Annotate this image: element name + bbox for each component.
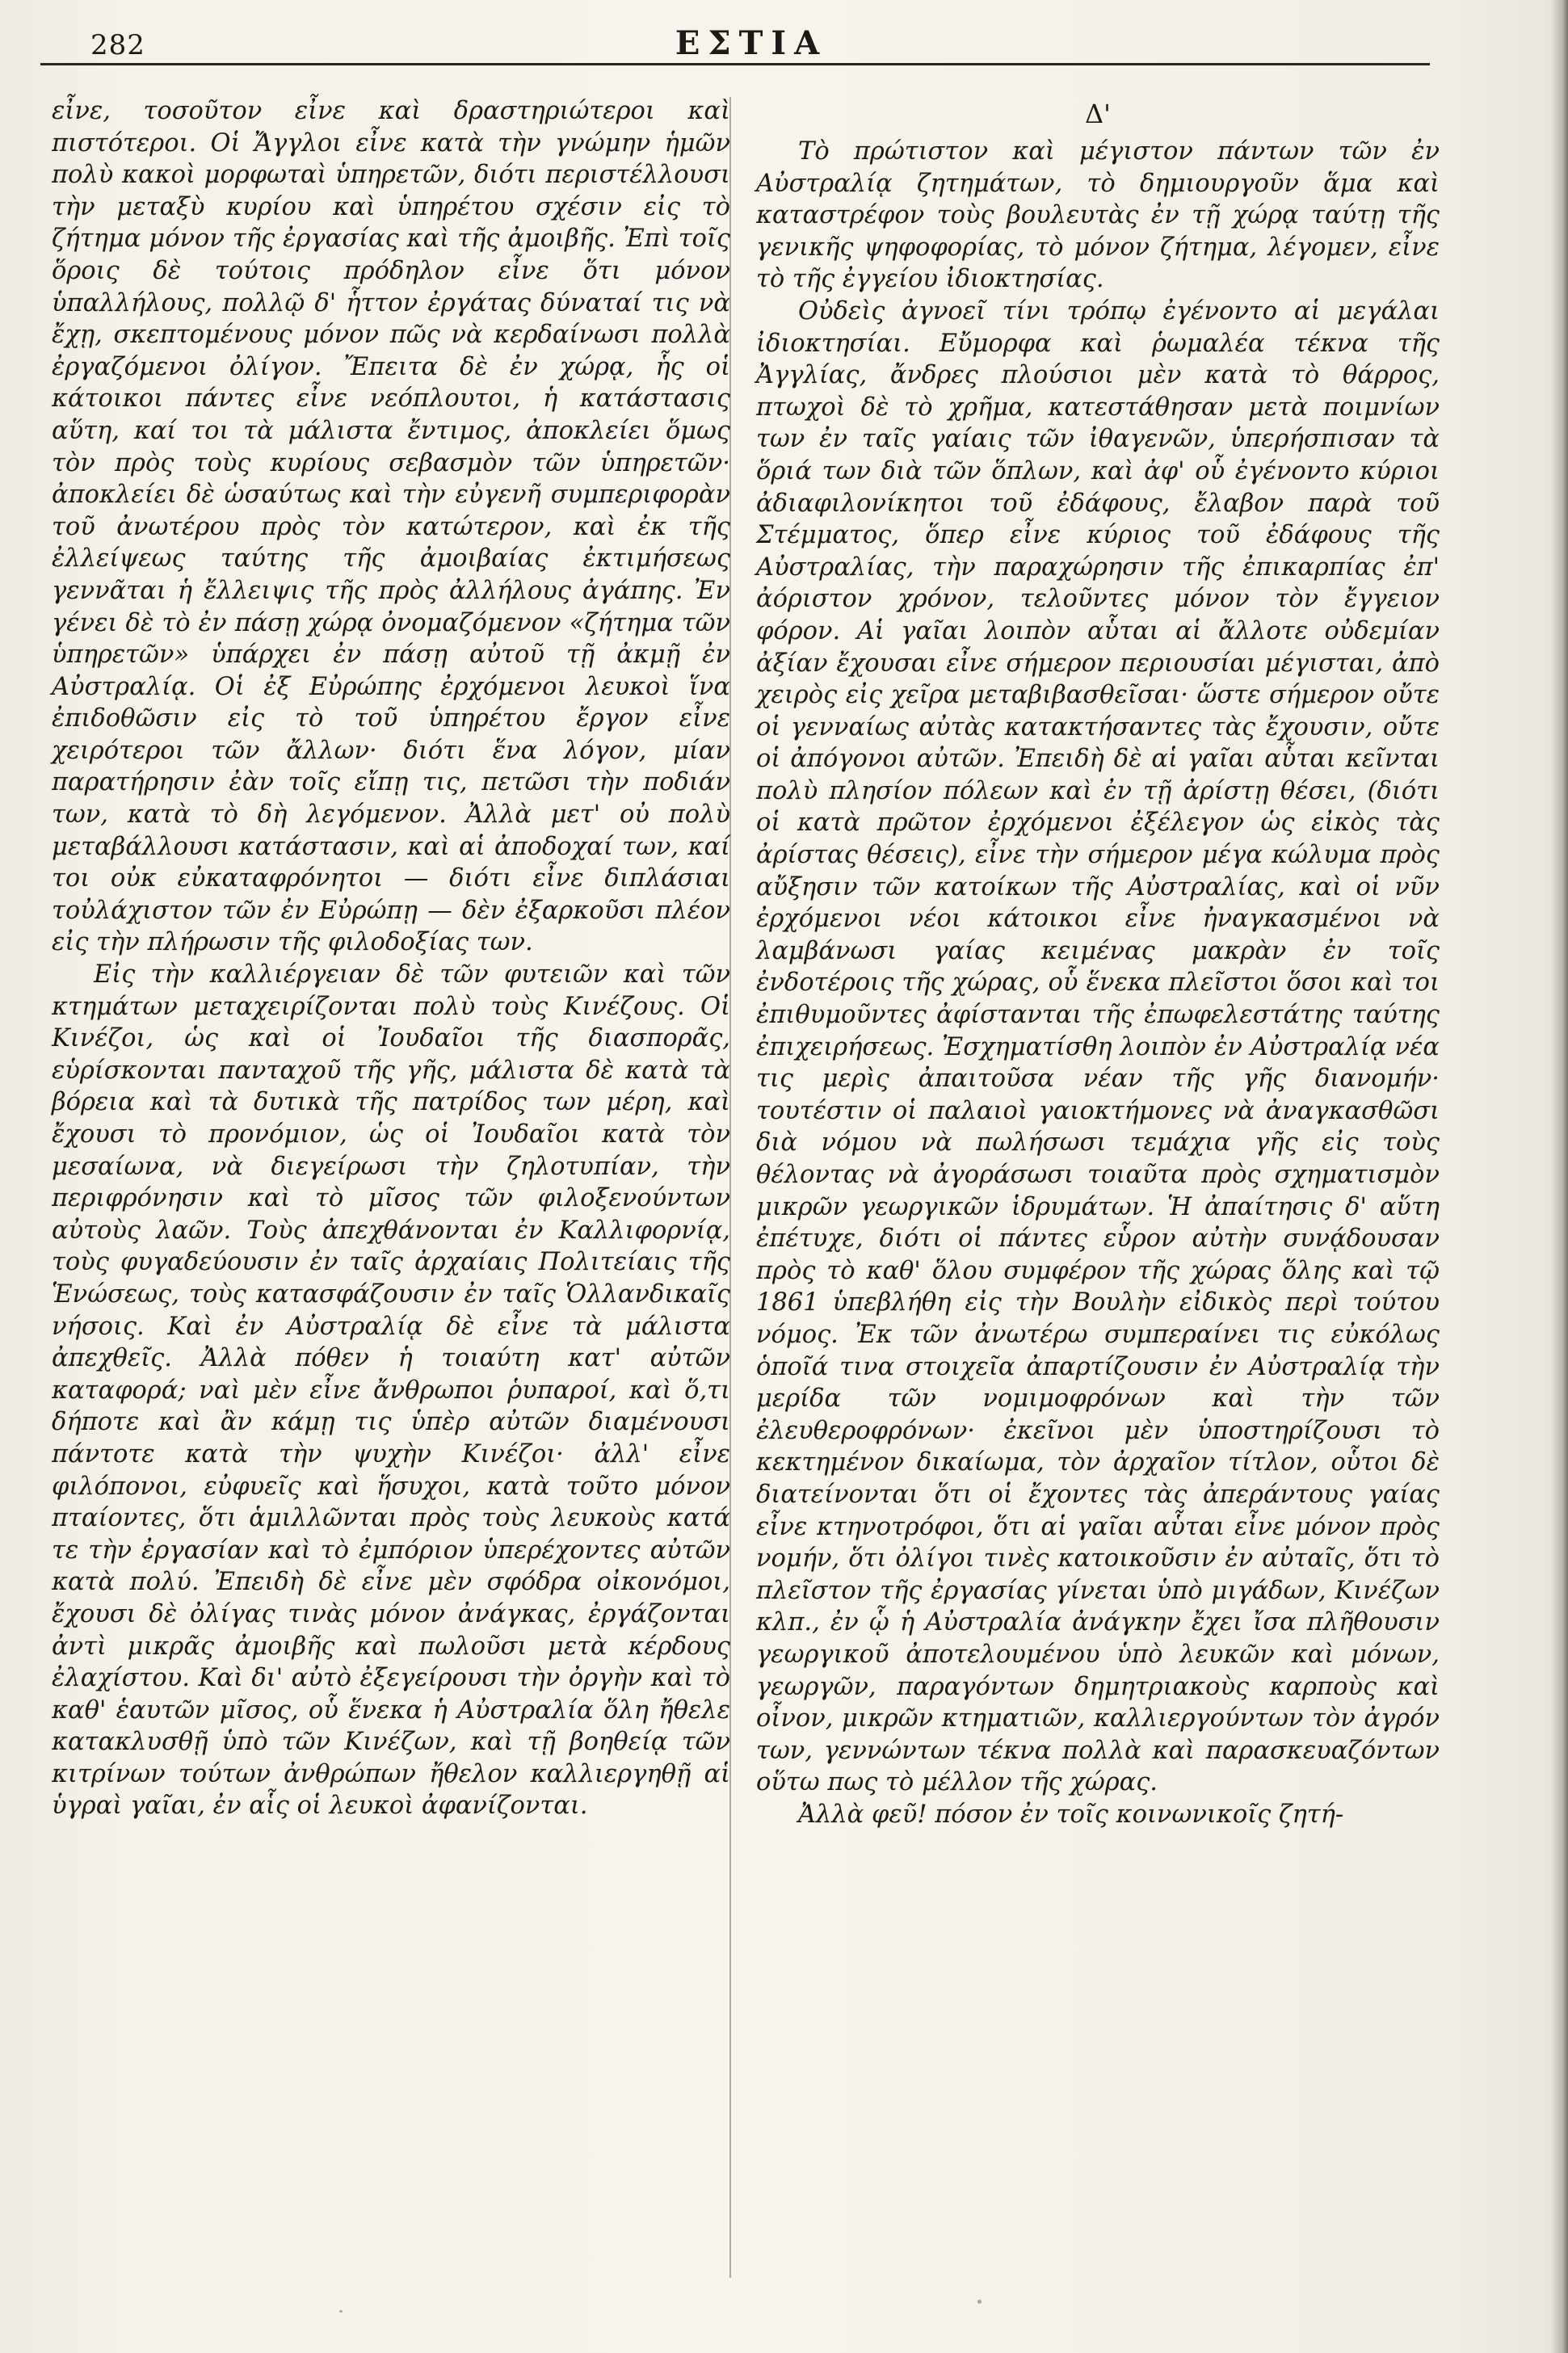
- left-paragraph-1: εἶνε, τοσοῦτον εἶνε καὶ δραστηριώτεροι καὶ πιστότεροι. Οἱ Ἄγγλοι εἶνε κατὰ τὴν γνώμην ἡμῶν πολὺ κακοὶ μορφωταὶ ὑπηρετῶν, διότι περιστέλλουσι τὴν μεταξὺ κυρίου καὶ ὑπηρέτου σχέσιν εἰς τὸ ζήτημα μόνον τῆς ἐργασίας καὶ τῆς ἀμοιβῆς. Ἐπὶ τοῖς ὅροις δὲ τούτοις πρόδηλον εἶνε ὅτι μόνον ὑπαλλήλους, πολλῷ δ' ἧττον ἐργάτας δύναταί τις νὰ ἔχῃ, σκεπτομένους μόνον πῶς νὰ κερδαίνωσι πολλὰ ἐργαζόμενοι ὀλίγον. Ἔπειτα δὲ ἐν χώρᾳ, ἧς οἱ κάτοικοι πάντες εἶνε νεόπλουτοι, ἡ κατάστασις αὕτη, καί τοι τὰ μάλιστα ἔντιμος, ἀποκλείει ὅμως τὸν πρὸς τοὺς κυρίους σεβασμὸν τῶν ὑπηρετῶν· ἀποκλείει δὲ ὡσαύτως καὶ τὴν εὐγενῆ συμπεριφορὰν τοῦ ἀνωτέρου πρὸς τὸν κατώτερον, καὶ ἐκ τῆς ἐλλείψεως ταύτης τῆς ἀμοιβαίας ἐκτιμήσεως γεννᾶται ἡ ἔλλειψις τῆς πρὸς ἀλλήλους ἀγάπης. Ἐν γένει δὲ τὸ ἐν πάσῃ χώρᾳ ὀνομαζόμενον «ζήτημα τῶν ὑπηρετῶν» ὑπάρχει ἐν πάσῃ αὐτοῦ τῇ ἀκμῇ ἐν Αὐστραλίᾳ. Οἱ ἐξ Εὐρώπης ἐρχόμενοι λευκοὶ ἵνα ἐπιδοθῶσιν εἰς τὸ τοῦ ὑπηρέτου ἔργον εἶνε χειρότεροι τῶν ἄλλων· διότι ἕνα λόγον, μίαν παρατήρησιν ἐὰν τοῖς εἴπῃ τις, πετῶσι τὴν ποδιάν των, κατὰ τὸ δὴ λεγόμενον. Ἀλλὰ μετ' οὐ πολὺ μεταβάλλουσι κατάστασιν, καὶ αἱ ἀποδοχαί των, καί τοι οὐκ εὐκαταφρόνητοι — διότι εἶνε διπλάσιαι τοὐλάχιστον τῶν ἐν Εὐρώπῃ — δὲν ἐξαρκοῦσι πλέον εἰς τὴν πλήρωσιν τῆς φιλοδοξίας των.: [52, 97, 730, 957]
- right-column: [756, 95, 1440, 1830]
- ink-speck: [977, 2300, 982, 2304]
- page-number: 282: [90, 29, 145, 61]
- section-heading: Δ': [1085, 99, 1111, 129]
- header-rule: [40, 63, 1430, 65]
- running-title: ΕΣΤΙΑ: [675, 24, 828, 62]
- right-paragraph-2: Οὐδεὶς ἀγνοεῖ τίνι τρόπῳ ἐγένοντο αἱ μεγάλαι ἰδιοκτησίαι. Εὔμορφα καὶ ῥωμαλέα τέκνα τῆς Ἀγγλίας, ἄνδρες πλούσιοι μὲν κατὰ τὸ θάρρος, πτωχοὶ δὲ τὸ χρῆμα, κατεστάθησαν μετὰ ποιμνίων των ἐν ταῖς γαίαις τῶν ἰθαγενῶν, ὑπερήσπισαν τὰ ὅριά των διὰ τῶν ὅπλων, καὶ ἀφ' οὗ ἐγένοντο κύριοι ἀδιαφιλονίκητοι τοῦ ἐδάφους, ἔλαβον παρὰ τοῦ Στέμματος, ὅπερ εἶνε κύριος τοῦ ἐδάφους τῆς Αὐστραλίας, τὴν παραχώρησιν τῆς ἐπικαρπίας ἐπ' ἀόριστον χρόνον, τελοῦντες μόνον τὸν ἔγγειον φόρον. Αἱ γαῖαι λοιπὸν αὗται αἱ ἄλλοτε οὐδεμίαν ἀξίαν ἔχουσαι εἶνε σήμερον περιουσίαι μέγισται, ἀπὸ χειρὸς εἰς χεῖρα μεταβιβασθεῖσαι· ὥστε σήμερον οὔτε οἱ γενναίως αὐτὰς κατακτήσαντες τὰς ἔχουσιν, οὔτε οἱ ἀπόγονοι αὐτῶν. Ἐπειδὴ δὲ αἱ γαῖαι αὗται κεῖνται πολὺ πλησίον πόλεων καὶ ἐν τῇ ἀρίστῃ θέσει, (διότι οἱ κατὰ πρῶτον ἐρχόμενοι ἐξέλεγον ὡς εἰκὸς τὰς ἀρίστας θέσεις), εἶνε τὴν σήμερον μέγα κώλυμα πρὸς αὔξησιν τῶν κατοίκων τῆς Αὐστραλίας, καὶ οἱ νῦν ἐρχόμενοι νέοι κάτοικοι εἶνε ἠναγκασμένοι νὰ λαμβάνωσι γαίας κειμένας μακρὰν ἐν τοῖς ἐνδοτέροις τῆς χώρας, οὗ ἕνεκα πλεῖστοι ὅσοι καὶ τοι ἐπιθυμοῦντες ἀφίστανται τῆς ἐπωφελεστάτης ταύτης ἐπιχειρήσεως. Ἐσχηματίσθη λοιπὸν ἐν Αὐστραλίᾳ νέα τις μερὶς ἀπαιτοῦσα νέαν τῆς γῆς διανομήν· τουτέστιν οἱ παλαιοὶ γαιοκτήμονες νὰ ἀναγκασθῶσι διὰ νόμου νὰ πωλήσωσι τεμάχια γῆς εἰς τοὺς θέλοντας νὰ ἀγοράσωσι τοιαῦτα πρὸς σχηματισμὸν μικρῶν γεωργικῶν ἱδρυμάτων. Ἡ ἀπαίτησις δ' αὕτη ἐπέτυχε, διότι οἱ πάντες εὗρον αὐτὴν συνᾴδουσαν πρὸς τὸ καθ' ὅλου συμφέρον τῆς χώρας ὅλης καὶ τῷ 1861 ὑπεβλήθη εἰς τὴν Βουλὴν εἰδικὸς περὶ τούτου νόμος. Ἐκ τῶν ἀνωτέρω συμπεραίνει τις εὐκόλως ὁποῖά τινα στοιχεῖα ἀπαρτίζουσιν ἐν Αὐστραλίᾳ τὴν μερίδα τῶν νομιμοφρόνων καὶ τὴν τῶν ἐλευθεροφρόνων· ἐκεῖνοι μὲν ὑποστηρίζουσι τὸ κεκτημένον δικαίωμα, τὸν ἀρχαῖον τίτλον, οὗτοι δὲ διατείνονται ὅτι οἱ ἔχοντες τὰς ἀπεράντους γαίας εἶνε κτηνοτρόφοι, ὅτι αἱ γαῖαι αὗται εἶνε μόνον πρὸς νομήν, ὅτι ὀλίγοι τινὲς κατοικοῦσιν ἐν αὐταῖς, ὅτι τὸ πλεῖστον τῆς ἐργασίας γίνεται ὑπὸ μιγάδων, Κινέζων κλπ., ἐν ᾧ ἡ Αὐστραλία ἀνάγκην ἔχει ἴσα πλῆθουσιν γεωργικοῦ ἀποτελουμένου ὑπὸ λευκῶν καὶ μόνων, γεωργῶν, παραγόντων δημητριακοὺς καρποὺς καὶ οἶνον, μικρῶν κτηματιῶν, καλλιεργούντων τὸν ἀγρόν των, γεννώντων τέκνα πολλὰ καὶ παρασκευαζόντων οὕτω πως τὸ μέλλον τῆς χώρας.: [756, 296, 1440, 1797]
- left-column: [52, 95, 730, 1822]
- binding-shadow: [1550, 0, 1568, 2353]
- left-paragraph-2: Εἰς τὴν καλλιέργειαν δὲ τῶν φυτειῶν καὶ τῶν κτημάτων μεταχειρίζονται πολὺ τοὺς Κινέζους. Οἱ Κινέζοι, ὡς καὶ οἱ Ἰουδαῖοι τῆς διασπορᾶς, εὑρίσκονται πανταχοῦ τῆς γῆς, μάλιστα δὲ κατὰ τὰ βόρεια καὶ τὰ δυτικὰ τῆς πατρίδος των μέρη, καὶ ἔχουσι τὸ προνόμιον, ὡς οἱ Ἰουδαῖοι κατὰ τὸν μεσαίωνα, νὰ διεγείρωσι τὴν ζηλοτυπίαν, τὴν περιφρόνησιν καὶ τὸ μῖσος τῶν φιλοξενούντων αὐτοὺς λαῶν. Τοὺς ἀπεχθάνονται ἐν Καλλιφορνίᾳ, τοὺς φυγαδεύουσιν ἐν ταῖς ἀρχαίαις Πολιτείαις τῆς Ἑνώσεως, τοὺς κατασφάζουσιν ἐν ταῖς Ὁλλανδικαῖς νήσοις. Καὶ ἐν Αὐστραλίᾳ δὲ εἶνε τὰ μάλιστα ἀπεχθεῖς. Ἀλλὰ πόθεν ἡ τοιαύτη κατ' αὐτῶν καταφορά; ναὶ μὲν εἶνε ἄνθρωποι ῥυπαροί, καὶ ὅ,τι δήποτε καὶ ἂν κάμῃ τις ὑπὲρ αὐτῶν διαμένουσι πάντοτε κατὰ τὴν ψυχὴν Κινέζοι· ἀλλ' εἶνε φιλόπονοι, εὐφυεῖς καὶ ἥσυχοι, κατὰ τοῦτο μόνον πταίοντες, ὅτι ἁμιλλῶνται πρὸς τοὺς λευκοὺς κατά τε τὴν ἐργασίαν καὶ τὸ ἐμπόριον ὑπερέχοντες αὐτῶν κατὰ πολύ. Ἐπειδὴ δὲ εἶνε μὲν σφόδρα οἰκονόμοι, ἔχουσι δὲ ὀλίγας τινὰς μόνον ἀνάγκας, ἐργάζονται ἀντὶ μικρᾶς ἀμοιβῆς καὶ πωλοῦσι μετὰ κέρδους ἐλαχίστου. Καὶ δι' αὐτὸ ἐξεγείρουσι τὴν ὀργὴν καὶ τὸ καθ' ἑαυτῶν μῖσος, οὗ ἕνεκα ἡ Αὐστραλία ὅλη ἤθελε κατακλυσθῇ ὑπὸ τῶν Κινέζων, καὶ τῇ βοηθείᾳ τῶν κιτρίνων τούτων ἀνθρώπων ἤθελον καλλιεργηθῇ αἱ ὑγραὶ γαῖαι, ἐν αἷς οἱ λευκοὶ ἀφανίζονται.: [52, 960, 730, 1821]
- right-paragraph-1: Τὸ πρώτιστον καὶ μέγιστον πάντων τῶν ἐν Αὐστραλίᾳ ζητημάτων, τὸ δημιουργοῦν ἅμα καὶ καταστρέφον τοὺς βουλευτὰς ἐν τῇ χώρᾳ ταύτῃ τῆς γενικῆς ψηφοφορίας, τὸ μόνον ζήτημα, λέγομεν, εἶνε τὸ τῆς ἐγγείου ἰδιοκτησίας.: [756, 137, 1440, 294]
- right-paragraph-3: Ἀλλὰ φεῦ! πόσον ἐν τοῖς κοινωνικοῖς ζητή-: [798, 1800, 1344, 1829]
- ink-speck: [339, 2310, 343, 2313]
- column-divider: [729, 97, 731, 2278]
